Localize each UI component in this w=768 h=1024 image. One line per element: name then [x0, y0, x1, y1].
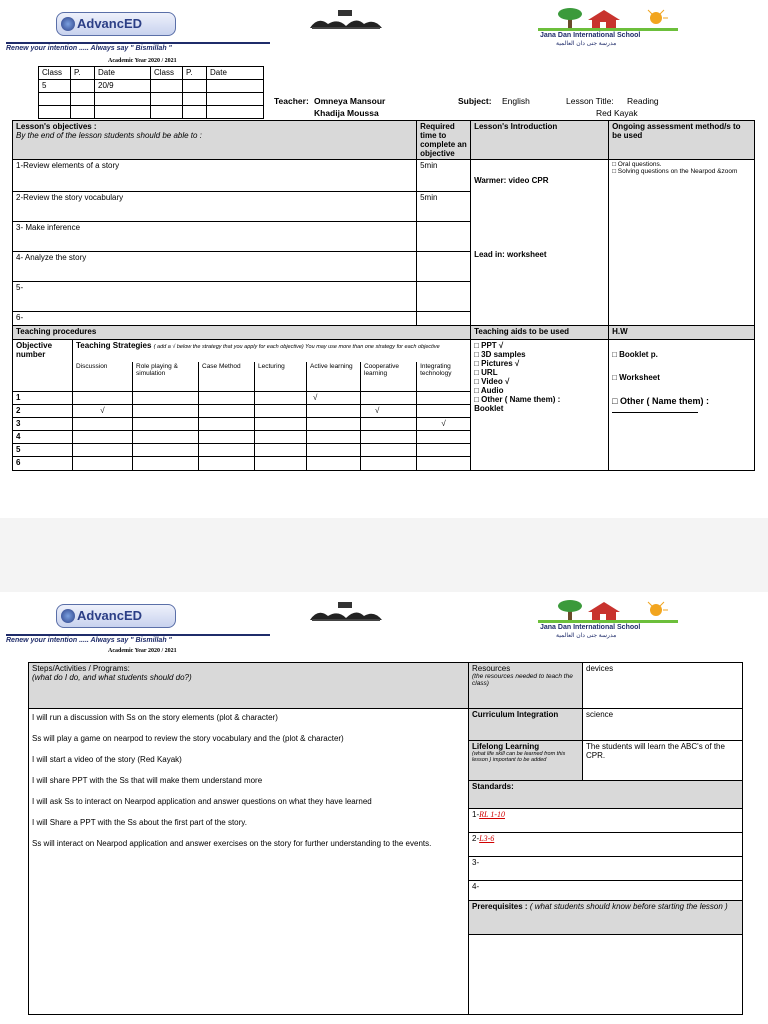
strategy-mark	[199, 418, 255, 431]
globe-icon	[61, 17, 75, 31]
class-cell	[151, 93, 183, 106]
lesson-title-value-2: Red Kayak	[596, 108, 638, 118]
strategy-role-playing: Role playing & simulation	[133, 362, 199, 392]
hw-cell	[609, 340, 755, 471]
aids-cell	[471, 340, 609, 471]
school-name-arabic: مدرسة جنى دان العالمية	[556, 633, 617, 639]
class-cell	[151, 80, 183, 93]
introduction-cell	[471, 160, 609, 326]
introduction-header: Lesson's Introduction	[471, 121, 609, 160]
strategy-mark	[417, 457, 471, 471]
resources-value: devices	[583, 663, 743, 709]
strategy-mark	[73, 392, 133, 405]
objective-2-time: 5min	[417, 192, 471, 222]
date-cell	[95, 106, 151, 119]
activities-table	[28, 662, 743, 1015]
strategy-active-learning: Active learning	[307, 362, 361, 392]
motto: Renew your intention ..... Always say " Bismillah "	[6, 634, 270, 645]
academic-year: Academic Year 2020 / 2021	[108, 648, 177, 654]
date-cell	[95, 93, 151, 106]
strategy-mark	[255, 457, 307, 471]
standard-number: 4-	[472, 882, 480, 891]
ministry-seal-logo	[308, 10, 384, 30]
objectives-subtitle: By the end of the lesson students should be able to :	[16, 131, 202, 140]
motto: Renew your intention ..... Always say " Bismillah "	[6, 42, 270, 53]
strategy-mark	[307, 418, 361, 431]
subject-value: English	[502, 96, 530, 106]
strategies-note: ( add a √ below the strategy that you apply for each objective) You may use more than one strategy for each objective	[153, 344, 440, 350]
aid-item: Booklet	[474, 404, 504, 413]
strategy-mark	[133, 444, 199, 457]
lifelong-header	[469, 741, 583, 781]
strategy-mark	[199, 444, 255, 457]
strategy-mark	[133, 405, 199, 418]
objective-5-time	[417, 282, 471, 312]
strategy-mark	[361, 444, 417, 457]
assessment-header: Ongoing assessment method/s to be used	[609, 121, 755, 160]
objective-row-number: 1	[13, 392, 73, 405]
objective-6-time	[417, 312, 471, 326]
procedures-header: Teaching procedures	[13, 326, 471, 340]
standard-number: 1-	[472, 810, 480, 819]
class-header: Class	[39, 67, 71, 80]
objective-4-time	[417, 252, 471, 282]
strategy-mark	[307, 457, 361, 471]
objective-row-number: 6	[13, 457, 73, 471]
standard-value: L3-6	[479, 834, 495, 843]
assessment-item: □ Oral questions.	[612, 161, 662, 168]
strategy-mark	[133, 418, 199, 431]
resources-header	[469, 663, 583, 709]
objective-row-number: 2	[13, 405, 73, 418]
aid-item: □ Audio	[474, 386, 504, 395]
objective-1: 1-Review elements of a story	[13, 160, 417, 192]
prerequisites-header	[469, 901, 743, 935]
class-header: Class	[151, 67, 183, 80]
strategy-mark	[199, 405, 255, 418]
curriculum-value: science	[583, 709, 743, 741]
standards-header: Standards:	[469, 781, 743, 809]
objective-row-number: 3	[13, 418, 73, 431]
strategy-discussion: Discussion	[73, 362, 133, 392]
objectives-title: Lesson's objectives :	[16, 122, 97, 131]
teacher-name-1: Omneya Mansour	[314, 96, 386, 106]
aid-item: □ 3D samples	[474, 350, 526, 359]
strategy-mark	[199, 457, 255, 471]
period-cell	[71, 106, 95, 119]
strategy-mark	[73, 444, 133, 457]
prerequisites-title: Prerequisites :	[472, 902, 528, 911]
standard-3	[469, 857, 743, 881]
aid-item: □ Pictures √	[474, 359, 520, 368]
aid-item: □ PPT √	[474, 341, 504, 350]
curriculum-header: Curriculum Integration	[469, 709, 583, 741]
strategy-mark	[199, 431, 255, 444]
school-name: Jana Dan International School	[540, 32, 641, 39]
step-item: Ss will interact on Nearpod application and answer exercises on the story for further understanding to the events.	[32, 839, 432, 848]
step-item: I will run a discussion with Ss on the story elements (plot & character)	[32, 713, 278, 722]
strategy-mark	[417, 444, 471, 457]
class-cell	[39, 106, 71, 119]
hw-item: □ Booklet p.	[612, 350, 658, 359]
date-cell	[207, 93, 264, 106]
strategy-mark	[307, 444, 361, 457]
strategy-mark	[73, 457, 133, 471]
lesson-plan-page-2	[0, 592, 768, 1024]
class-cell	[39, 93, 71, 106]
strategy-mark	[361, 457, 417, 471]
lesson-title-label: Lesson Title:	[566, 96, 614, 106]
strategy-mark	[417, 405, 471, 418]
objectives-table	[12, 120, 755, 471]
objective-number-header: Objective number	[13, 340, 73, 392]
standard-2	[469, 833, 743, 857]
hw-header: H.W	[609, 326, 755, 340]
strategies-header	[73, 340, 471, 362]
objective-3: 3- Make inference	[13, 222, 417, 252]
objective-1-time: 5min	[417, 160, 471, 192]
step-item: I will start a video of the story (Red Kayak)	[32, 755, 182, 764]
advanced-logo	[56, 12, 176, 36]
globe-icon	[61, 609, 75, 623]
prerequisites-subtitle: ( what students should know before starting the lesson )	[529, 902, 728, 911]
school-name-arabic: مدرسة جنى دان العالمية	[556, 41, 617, 47]
date-header: Date	[95, 67, 151, 80]
strategy-lecturing: Lecturing	[255, 362, 307, 392]
strategy-mark: √	[417, 418, 471, 431]
period-header: P.	[71, 67, 95, 80]
assessment-item: □ Solving questions on the Nearpod &zoom	[612, 168, 738, 175]
period-cell	[71, 93, 95, 106]
objective-3-time	[417, 222, 471, 252]
advanced-logo	[56, 604, 176, 628]
resources-title: Resources	[472, 664, 511, 673]
strategy-cooperative: Cooperative learning	[361, 362, 417, 392]
strategy-mark	[307, 431, 361, 444]
advanced-logo-text: AdvancED	[77, 16, 143, 31]
step-item: I will share PPT with the Ss that will make them understand more	[32, 776, 263, 785]
lifelong-title: Lifelong Learning	[472, 742, 540, 751]
objective-4: 4- Analyze the story	[13, 252, 417, 282]
class-table	[38, 66, 264, 119]
strategy-mark	[133, 457, 199, 471]
class-cell: 5	[39, 80, 71, 93]
standard-value: RL 1-10	[479, 810, 505, 819]
period-cell	[71, 80, 95, 93]
time-header: Required time to complete an objective	[417, 121, 471, 160]
hw-item: □ Worksheet	[612, 373, 660, 382]
step-item: I will Share a PPT with the Ss about the first part of the story.	[32, 818, 247, 827]
strategy-mark	[417, 431, 471, 444]
class-cell	[151, 106, 183, 119]
strategy-mark	[361, 418, 417, 431]
steps-title: Steps/Activities / Programs:	[32, 664, 130, 673]
hw-underline	[612, 412, 698, 413]
strategy-mark	[133, 431, 199, 444]
strategy-mark: √	[73, 405, 133, 418]
date-cell	[207, 80, 264, 93]
teacher-name-2: Khadija Moussa	[314, 108, 379, 118]
standard-number: 3-	[472, 858, 480, 867]
strategy-mark	[73, 431, 133, 444]
step-item: I will ask Ss to interact on Nearpod application and answer questions on what they have learned	[32, 797, 372, 806]
strategy-case-method: Case Method	[199, 362, 255, 392]
academic-year: Academic Year 2020 / 2021	[108, 58, 177, 64]
date-cell	[207, 106, 264, 119]
period-cell	[183, 93, 207, 106]
assessment-cell	[609, 160, 755, 326]
standard-4	[469, 881, 743, 901]
period-cell	[183, 80, 207, 93]
period-cell	[183, 106, 207, 119]
ministry-seal-logo	[308, 602, 384, 622]
strategy-mark	[133, 392, 199, 405]
advanced-logo-text: AdvancED	[77, 608, 143, 623]
strategies-title: Teaching Strategies	[76, 341, 152, 350]
strategy-mark: √	[361, 405, 417, 418]
strategy-mark	[199, 392, 255, 405]
aid-item: □ Other ( Name them) :	[474, 395, 561, 404]
strategy-mark	[361, 431, 417, 444]
lifelong-value: The students will learn the ABC's of the CPR.	[583, 741, 743, 781]
strategy-mark	[255, 405, 307, 418]
aids-header: Teaching aids to be used	[471, 326, 609, 340]
objective-6: 6-	[13, 312, 417, 326]
standard-1	[469, 809, 743, 833]
school-name: Jana Dan International School	[540, 624, 641, 631]
standard-number: 2-	[472, 834, 480, 843]
period-header: P.	[183, 67, 207, 80]
strategy-mark	[255, 444, 307, 457]
objective-row-number: 5	[13, 444, 73, 457]
steps-cell	[29, 709, 469, 1015]
steps-header	[29, 663, 469, 709]
prerequisites-value	[469, 935, 743, 1015]
strategy-mark	[361, 392, 417, 405]
teacher-label: Teacher:	[274, 96, 309, 106]
strategy-integrating-tech: Integrating technology	[417, 362, 471, 392]
objectives-header	[13, 121, 417, 160]
subject-label: Subject:	[458, 96, 492, 106]
strategy-mark	[255, 431, 307, 444]
strategy-mark: √	[307, 392, 361, 405]
strategy-mark	[307, 405, 361, 418]
aid-item: □ URL	[474, 368, 498, 377]
objective-row-number: 4	[13, 431, 73, 444]
hw-item: □ Other ( Name them) :	[612, 396, 710, 406]
lifelong-subtitle: (what life skill can be learned from this lesson ) important to be added	[472, 751, 566, 763]
lead-in-text: Lead in: worksheet	[474, 250, 547, 259]
date-cell: 20/9	[95, 80, 151, 93]
steps-subtitle: (what do I do, and what students should do?)	[32, 673, 192, 682]
aid-item: □ Video √	[474, 377, 510, 386]
date-header: Date	[207, 67, 264, 80]
strategy-mark	[73, 418, 133, 431]
objective-5: 5-	[13, 282, 417, 312]
objective-2: 2-Review the story vocabulary	[13, 192, 417, 222]
resources-subtitle: (the resources needed to teach the class)	[472, 673, 573, 687]
warmer-text: Warmer: video CPR	[474, 176, 549, 185]
strategy-mark	[255, 392, 307, 405]
strategy-mark	[255, 418, 307, 431]
lesson-title-value: Reading	[627, 96, 659, 106]
strategy-mark	[417, 392, 471, 405]
step-item: Ss will play a game on nearpod to review the story vocabulary and the (plot & character)	[32, 734, 344, 743]
